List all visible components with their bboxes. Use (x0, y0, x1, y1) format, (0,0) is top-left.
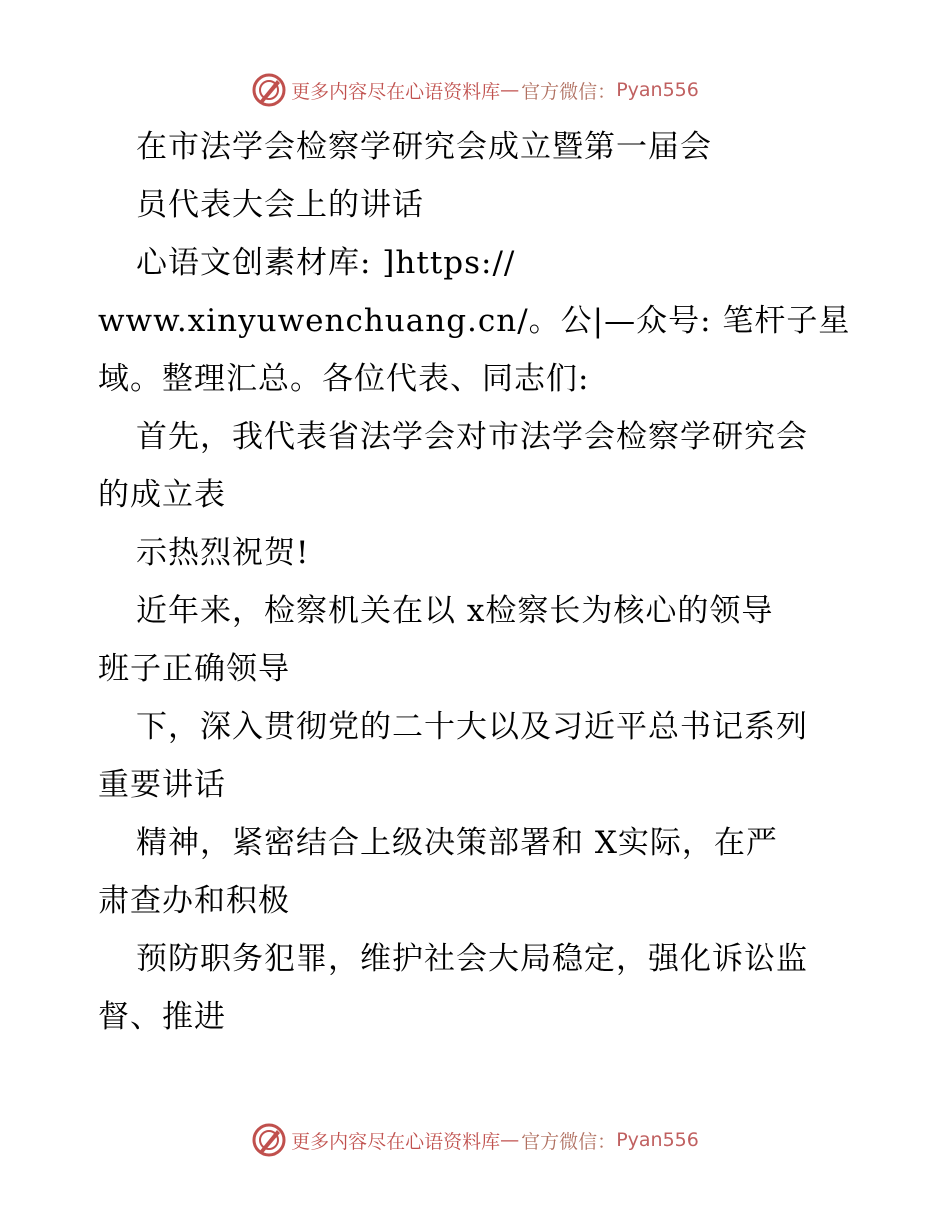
document-body (98, 118, 858, 1046)
text-line: 肃查办和积极 (98, 883, 290, 919)
text-line: 下，深入贯彻党的二十大以及习近平总书记系列 (136, 709, 808, 745)
text-line: 预防职务犯罪，维护社会大局稳定，强化诉讼监 (136, 941, 808, 977)
footer-watermark (0, 1120, 950, 1160)
quill-logo-icon (251, 1122, 287, 1158)
watermark-dash: — (500, 1129, 520, 1151)
watermark-account: Pyan556 (616, 1129, 699, 1151)
text-line: 的成立表 (98, 477, 226, 513)
text-line: 督、推进 (98, 999, 226, 1035)
text-line: 员代表大会上的讲话 (136, 187, 424, 223)
text-line: 精神，紧密结合上级决策部署和 X实际，在严 (136, 825, 778, 861)
watermark-wechat-label: 官方微信： (521, 80, 617, 103)
text-line: 域。整理汇总。各位代表、同志们: (98, 361, 590, 397)
watermark-dash: — (500, 79, 520, 101)
watermark-text: 更多内容尽在心语资料库 (291, 1130, 501, 1153)
text-line: 首先，我代表省法学会对市法学会检察学研究会 (136, 419, 808, 455)
watermark-text: 更多内容尽在心语资料库 (291, 80, 501, 103)
watermark-wechat-label: 官方微信： (521, 1130, 617, 1153)
text-line: 重要讲话 (98, 767, 226, 803)
text-line: 心语文创素材库: ]https:// (136, 245, 516, 281)
text-line: www.xinyuwenchuang.cn/。公|—众号: 笔杆子星 (98, 303, 851, 339)
watermark-account: Pyan556 (616, 79, 699, 101)
header-watermark (0, 70, 950, 110)
text-line: 在市法学会检察学研究会成立暨第一届会 (136, 129, 712, 165)
text-line: 班子正确领导 (98, 651, 290, 687)
text-line: 示热烈祝贺! (136, 535, 310, 571)
text-line: 近年来，检察机关在以 x检察长为核心的领导 (136, 593, 774, 629)
quill-logo-icon (251, 72, 287, 108)
